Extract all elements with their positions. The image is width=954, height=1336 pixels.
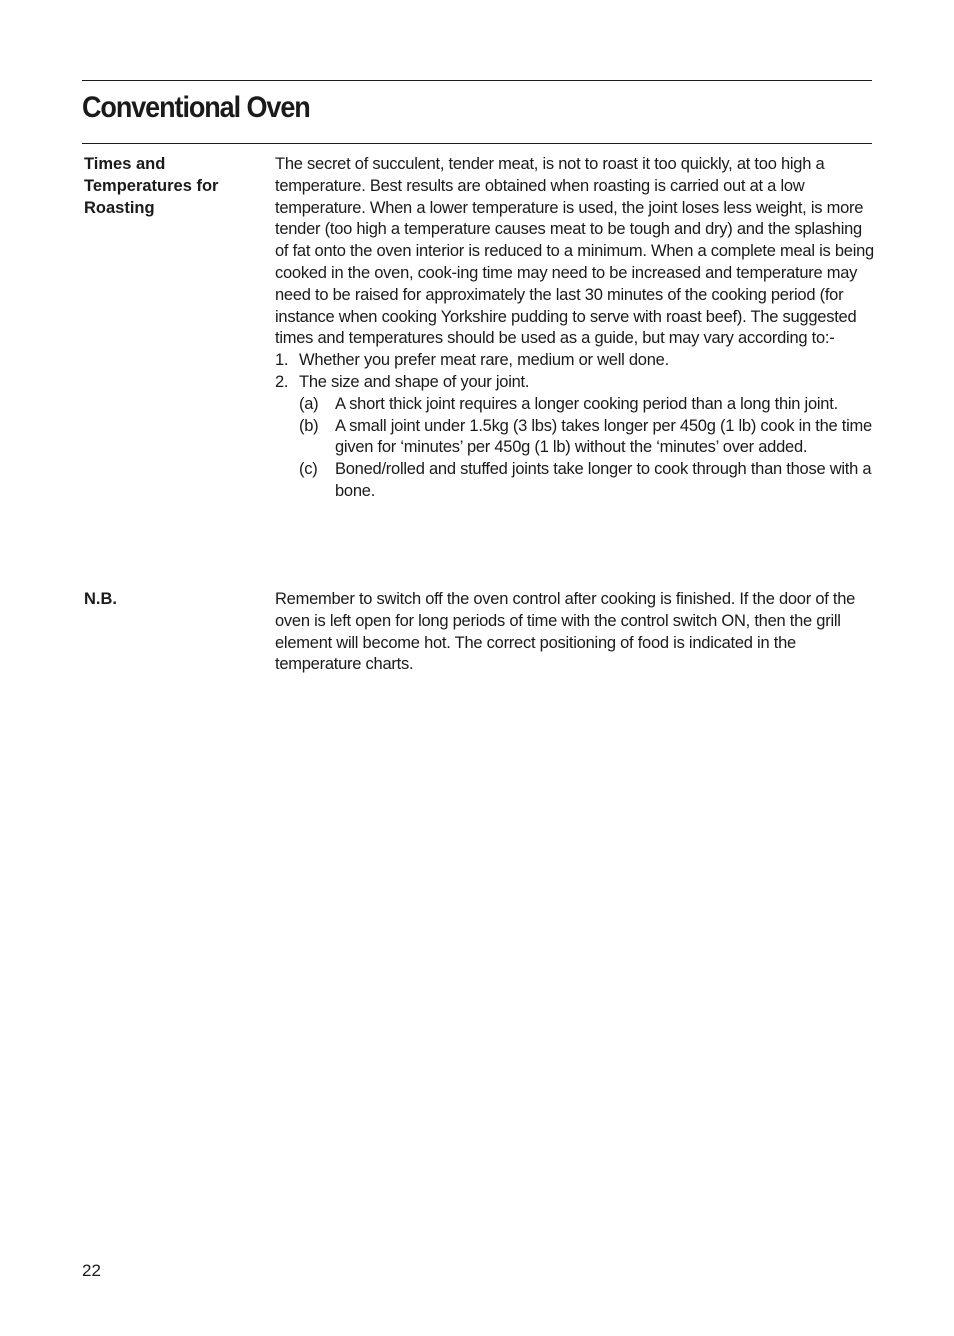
sub-list-item — [275, 394, 875, 416]
roasting-label: Times and Temperatures for Roasting — [84, 155, 219, 217]
list-number: 1. — [275, 351, 289, 370]
sub-list-letter: (c) — [299, 460, 318, 479]
sub-list-item — [275, 416, 875, 460]
sub-list-text: A short thick joint requires a longer cooking period than a long thin joint. — [335, 394, 838, 413]
page-number: 22 — [82, 1261, 101, 1280]
page-title: Conventional Oven — [82, 91, 310, 124]
sub-list-letter: (b) — [299, 416, 319, 435]
title-rule — [82, 143, 872, 144]
top-rule — [82, 80, 872, 81]
nb-body — [275, 589, 875, 676]
sub-list-text: Boned/rolled and stuffed joints take longer to cook through than those with a bone. — [335, 460, 872, 500]
list-text: The size and shape of your joint. — [299, 372, 530, 391]
roasting-intro: The secret of succulent, tender meat, is not to roast it too quickly, at too high a temperature. Best results are obtained when roasting is carried out at a low temperature. When a lower temperature is used, the joint loses less weight, is more tender (too high a temperature causes meat to be tough and dry) and the splashing of fat onto the oven interior is reduced to a minimum. When a complete meal is being cooked in the oven, cook-ing time may need to be increased and temperature may need to be raised for approximately the last 30 minutes of the cooking period (for instance when cooking Yorkshire pudding to serve with roast beef). The suggested times and temperatures should be used as a guide, but may vary according to:- — [275, 155, 874, 348]
nb-text: Remember to switch off the oven control after cooking is finished. If the door of the oven is left open for long periods of time with the control switch ON, then the grill element will become hot. The correct positioning of food is indicated in the temperature charts. — [275, 590, 856, 674]
list-item — [275, 372, 875, 394]
sub-list-item — [275, 459, 875, 503]
sub-list-letter: (a) — [299, 394, 319, 413]
list-number: 2. — [275, 372, 289, 391]
sub-list-text: A small joint under 1.5kg (3 lbs) takes longer per 450g (1 lb) cook in the time given for ‘minutes’ per 450g (1 lb) without the ‘minutes’ over added. — [335, 416, 872, 457]
nb-label: N.B. — [84, 590, 117, 608]
list-item — [275, 350, 875, 372]
list-text: Whether you prefer meat rare, medium or well done. — [299, 351, 669, 370]
roasting-body — [275, 154, 875, 503]
